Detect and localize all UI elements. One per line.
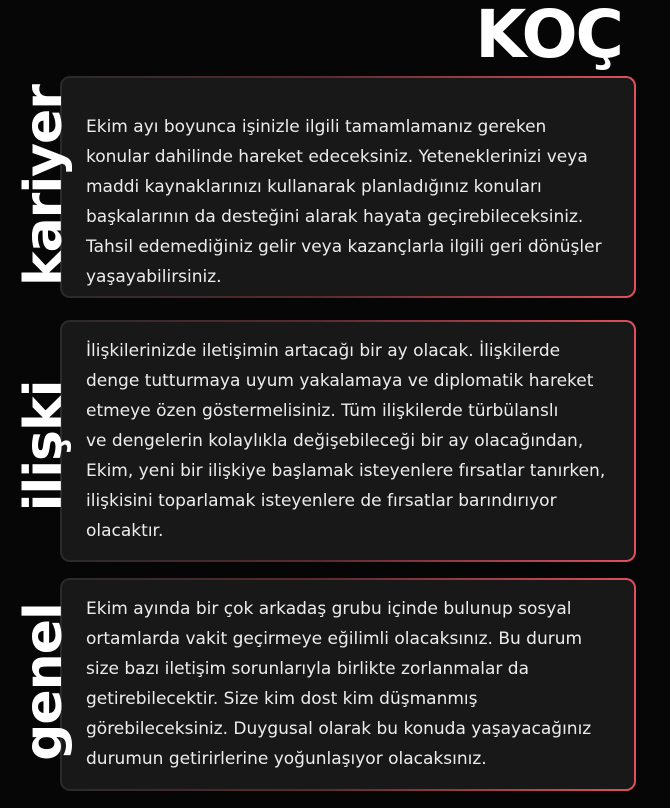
card-genel	[60, 578, 636, 791]
section-label-genel: genel	[14, 603, 74, 761]
section-label-iliski: ilişki	[14, 380, 74, 512]
page-title: KOÇ	[475, 0, 622, 73]
card-kariyer	[60, 76, 636, 298]
card-text-genel: Ekim ayında bir çok arkadaş grubu içinde bulunup sosyal ortamlarda vakit geçirmeye eğilimli olacaksınız. Bu durum size bazı iletişim sorunlarıyla birlikte zorlanmalar da getirebilecektir. Size kim dost kim düşmanmış görebileceksiniz. Duygusal olarak bu konuda yaşayacağınız durumun getirirlerine yoğunlaşıyor olacaksınız.	[86, 599, 592, 769]
card-text-iliski: İlişkilerinizde iletişimin artacağı bir ay olacak. İlişkilerde denge tutturmaya uyum yakalamaya ve diplomatik hareket etmeye özen göstermelisiniz. Tüm ilişkilerde türbülanslı ve dengelerin kolaylıkla değişebileceği bir ay olacağından, Ekim, yeni bir ilişkiye başlamak isteyenlere fırsatlar tanırken, ilişkisini toparlamak isteyenlere de fırsatlar barındırıyor olacaktır.	[86, 341, 606, 541]
section-label-kariyer: kariyer	[14, 85, 74, 286]
card-text-kariyer: Ekim ayı boyunca işinizle ilgili tamamlamanız gereken konular dahilinde hareket edeceksiniz. Yeteneklerinizi veya maddi kaynaklarınızı kullanarak planladığınız konuları başkalarının da desteğini alarak hayata geçirebileceksiniz. Tahsil edemediğiniz gelir veya kazançlarla ilgili geri dönüşler yaşayabilirsiniz.	[86, 117, 602, 287]
card-iliski	[60, 320, 636, 562]
